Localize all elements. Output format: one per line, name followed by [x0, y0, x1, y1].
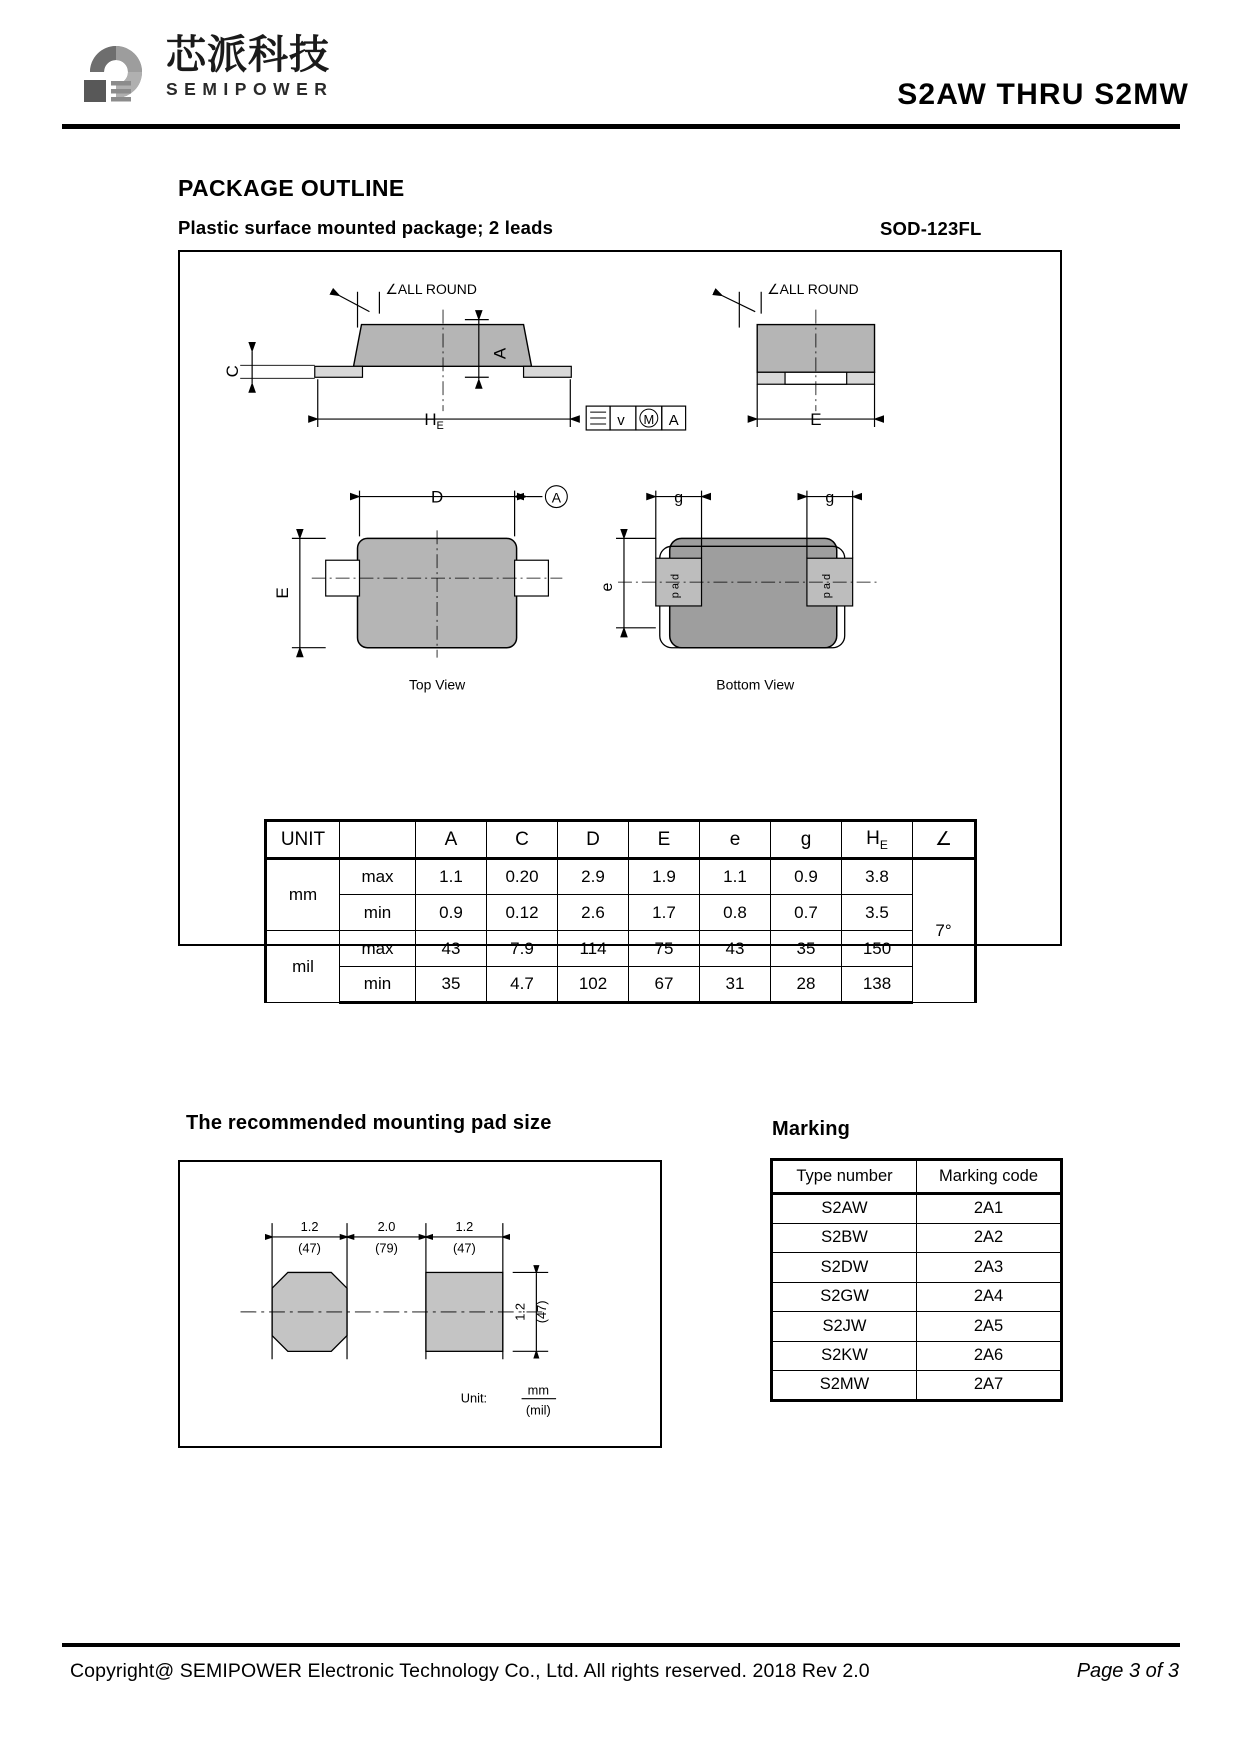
marking-code: 2A6: [917, 1341, 1062, 1371]
page-header: [0, 0, 1241, 135]
datum-A-label: A: [551, 489, 562, 506]
marking-type: S2BW: [772, 1223, 917, 1253]
marking-code: 2A2: [917, 1223, 1062, 1253]
dim-cell: 7.9: [487, 931, 558, 967]
dim-cell: 3.5: [842, 895, 913, 931]
table-header-row: [772, 1160, 1062, 1194]
dim-cell: 3.8: [842, 859, 913, 895]
dim-limit-max: max: [340, 859, 416, 895]
dim-col-C: C: [487, 821, 558, 859]
pad-left-label: p a d: [669, 573, 682, 599]
dim-C-label: C: [223, 365, 243, 378]
logo-chinese-name: 芯派科技: [166, 32, 330, 78]
dim-cell: 1.1: [700, 859, 771, 895]
dim-limit-min: min: [340, 895, 416, 931]
dim-angle-value: 7°: [913, 859, 976, 1003]
dim-cell: 1.9: [629, 859, 700, 895]
marking-col-code: Marking code: [917, 1160, 1062, 1194]
marking-code-table: [770, 1158, 1063, 1402]
all-round-label-right: ∠ALL ROUND: [767, 280, 859, 297]
dim-col-limit: [340, 821, 416, 859]
dim-g-left-label: g: [674, 489, 684, 507]
pad-dim-left-mil: (47): [298, 1240, 321, 1256]
pad-dim-center-mil: (79): [375, 1240, 398, 1256]
footer-page-number: Page 3 of 3: [1076, 1660, 1179, 1682]
dim-cell: 43: [700, 931, 771, 967]
table-row: [772, 1282, 1062, 1312]
dim-limit-max: max: [340, 931, 416, 967]
marking-code: 2A5: [917, 1312, 1062, 1342]
pad-dim-center-mm: 2.0: [377, 1219, 396, 1235]
dim-cell: 0.9: [771, 859, 842, 895]
pad-dim-height-mm: 1.2: [512, 1302, 528, 1321]
table-row: [772, 1223, 1062, 1253]
pad-right-label: p a d: [820, 573, 833, 599]
header-divider: [62, 124, 1180, 129]
marking-type: S2MW: [772, 1371, 917, 1401]
dim-cell: 138: [842, 967, 913, 1003]
company-logo: [70, 28, 333, 106]
all-round-label-left: ∠ALL ROUND: [385, 280, 477, 297]
dim-HE-label: $H_E$: [424, 410, 444, 432]
package-dimension-table: [264, 819, 977, 1004]
logo-english-name: SEMIPOWER: [166, 79, 334, 99]
dim-col-E: E: [629, 821, 700, 859]
pad-dim-height-mil: (47): [534, 1300, 550, 1324]
marking-code: 2A4: [917, 1282, 1062, 1312]
dim-cell: 114: [558, 931, 629, 967]
marking-heading: Marking: [772, 1118, 851, 1140]
pad-unit-label: Unit:: [460, 1390, 488, 1406]
dim-A-label: A: [490, 347, 510, 360]
dim-col-A: A: [416, 821, 487, 859]
pad-dim-right-mm: 1.2: [455, 1219, 474, 1235]
pad-unit-denominator: (mil): [525, 1402, 551, 1418]
dim-unit-mil: mil: [266, 931, 340, 1003]
footer-divider: [62, 1643, 1180, 1647]
dim-col-g: g: [771, 821, 842, 859]
dim-g-right-label: g: [825, 489, 835, 507]
table-row: [772, 1371, 1062, 1401]
dim-col-D: D: [558, 821, 629, 859]
dim-E-top-label: E: [272, 587, 292, 599]
dim-cell: 35: [771, 931, 842, 967]
dim-cell: 1.1: [416, 859, 487, 895]
page-title: S2AW THRU S2MW: [897, 78, 1189, 111]
dim-cell: 1.7: [629, 895, 700, 931]
marking-code: 2A7: [917, 1371, 1062, 1401]
table-row: [266, 967, 976, 1003]
dim-cell: 67: [629, 967, 700, 1003]
table-row: [772, 1341, 1062, 1371]
dim-cell: 31: [700, 967, 771, 1003]
marking-code: 2A1: [917, 1194, 1062, 1224]
dim-cell: 0.7: [771, 895, 842, 931]
table-row: [266, 895, 976, 931]
dim-cell: 0.20: [487, 859, 558, 895]
pad-unit-numerator: mm: [527, 1382, 549, 1398]
dim-cell: 0.8: [700, 895, 771, 931]
dim-D-label: D: [430, 487, 444, 507]
table-row: [266, 931, 976, 967]
marking-type: S2KW: [772, 1341, 917, 1371]
dim-cell: 43: [416, 931, 487, 967]
gdt-position-symbol: v: [617, 413, 625, 429]
mounting-pad-drawing: [178, 1160, 662, 1448]
dim-cell: 2.6: [558, 895, 629, 931]
marking-type: S2JW: [772, 1312, 917, 1342]
marking-type: S2DW: [772, 1253, 917, 1283]
mounting-pad-heading: The recommended mounting pad size: [186, 1112, 552, 1134]
dim-cell: 150: [842, 931, 913, 967]
pad-dim-right-mil: (47): [452, 1240, 476, 1256]
marking-type: S2AW: [772, 1194, 917, 1224]
logo-wordmark: [166, 34, 333, 100]
table-header-row: [266, 821, 976, 859]
dim-col-unit: UNIT: [266, 821, 340, 859]
dim-cell: 102: [558, 967, 629, 1003]
table-row: [772, 1312, 1062, 1342]
dim-cell: 2.9: [558, 859, 629, 895]
pad-dim-left-mm: 1.2: [300, 1219, 319, 1235]
dim-cell: 0.9: [416, 895, 487, 931]
dim-E-end-label: E: [810, 410, 822, 429]
dim-e-label: e: [599, 582, 617, 592]
table-row: [772, 1253, 1062, 1283]
package-outline-subtitle: Plastic surface mounted package; 2 leads: [178, 217, 554, 238]
dim-col-e: e: [700, 821, 771, 859]
dim-cell: 28: [771, 967, 842, 1003]
marking-type: S2GW: [772, 1282, 917, 1312]
marking-code: 2A3: [917, 1253, 1062, 1283]
top-view-label: Top View: [408, 676, 466, 693]
dim-cell: 35: [416, 967, 487, 1003]
dim-col-angle: ∠: [913, 821, 976, 859]
dim-limit-min: min: [340, 967, 416, 1003]
bottom-view-label: Bottom View: [716, 676, 795, 693]
marking-col-type: Type number: [772, 1160, 917, 1194]
gdt-mmc-symbol: M: [643, 412, 655, 428]
table-row: [266, 859, 976, 895]
footer-copyright: Copyright@ SEMIPOWER Electronic Technology Co., Ltd. All rights reserved. 2018 Rev 2.0: [70, 1660, 870, 1682]
dim-unit-mm: mm: [266, 859, 340, 931]
table-row: [772, 1194, 1062, 1224]
dim-cell: 75: [629, 931, 700, 967]
package-outline-heading: PACKAGE OUTLINE: [178, 175, 405, 201]
dim-cell: 0.12: [487, 895, 558, 931]
gdt-datum-label: A: [668, 413, 679, 429]
dim-col-HE: $H_E$: [842, 821, 913, 859]
semipower-logo-icon: [70, 28, 156, 106]
package-code-label: SOD-123FL: [880, 218, 982, 239]
dim-cell: 4.7: [487, 967, 558, 1003]
